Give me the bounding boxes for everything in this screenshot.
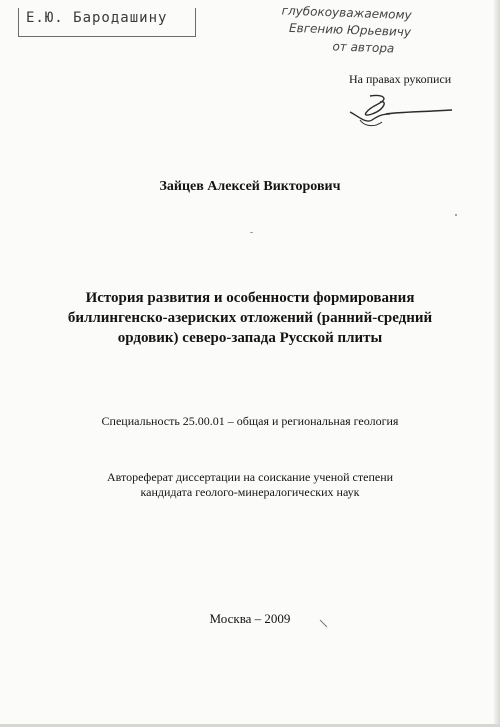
- dedication-line-3: от автора: [332, 39, 395, 56]
- author-signature: [330, 90, 460, 132]
- dedication-line-1: глубокоуважаемому: [281, 3, 412, 23]
- title-line-2: биллингенско-азериских отложений (ранний-средний: [67, 310, 433, 326]
- stamp-left-border: [18, 8, 19, 36]
- pencil-tick-mark: [318, 618, 330, 630]
- handwritten-dedication: [274, 2, 486, 60]
- title-line-3: ордовик) северо-запада Русской плиты: [117, 330, 383, 346]
- author-name: Зайцев Алексей Викторович: [159, 179, 341, 194]
- degree-line-2: кандидата геолого-минералогических наук: [140, 485, 360, 499]
- degree-statement: [0, 470, 500, 500]
- specialty-line: Специальность 25.00.01 – общая и региональная геология: [101, 414, 399, 428]
- scan-speck: [250, 232, 253, 233]
- city-and-year: Москва – 2009: [209, 611, 291, 626]
- manuscript-rights-note: На правах рукописи: [349, 72, 452, 86]
- degree-line-1: Автореферат диссертации на соискание ученой степени: [106, 470, 394, 484]
- title-line-1: История развития и особенности формирования: [85, 290, 415, 306]
- stamp-text: Е.Ю. Бародашину: [26, 10, 168, 26]
- dedication-line-2: Евгению Юрьевичу: [288, 20, 412, 40]
- scan-speck: [455, 214, 457, 216]
- scan-edge-right: [494, 0, 500, 727]
- stamp-right-border: [195, 8, 196, 36]
- dissertation-title: [60, 288, 440, 348]
